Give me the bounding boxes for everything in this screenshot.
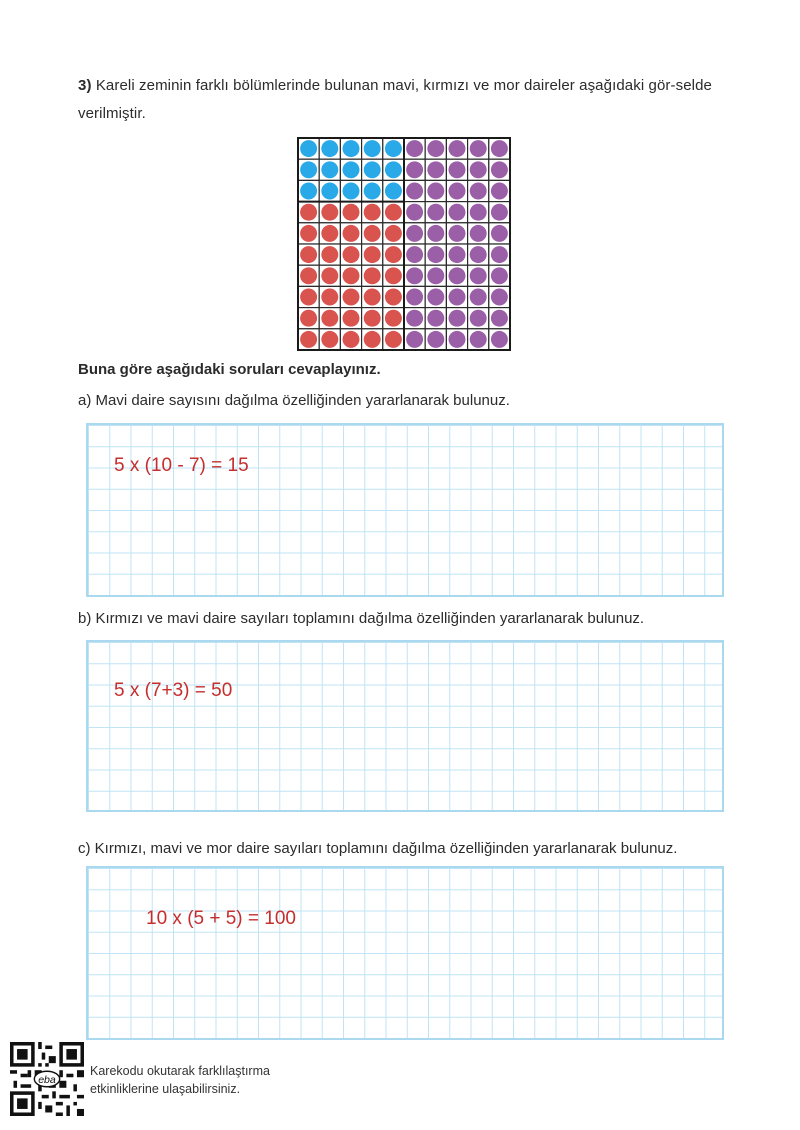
red-dot [343, 267, 360, 284]
red-dot [343, 331, 360, 348]
blue-dot [385, 161, 402, 178]
purple-dot [427, 267, 444, 284]
red-dot [300, 331, 317, 348]
blue-dot [321, 183, 338, 200]
purple-dot [427, 289, 444, 306]
purple-dot [427, 310, 444, 327]
purple-dot [406, 246, 423, 263]
blue-dot [364, 183, 381, 200]
qr-code[interactable] [10, 1042, 84, 1116]
red-dot [321, 204, 338, 221]
purple-dot [491, 204, 508, 221]
red-dot [364, 204, 381, 221]
blue-dot [343, 183, 360, 200]
part-c-prompt: c) Kırmızı, mavi ve mor daire sayıları toplamını dağılma özelliğinden yararlanarak bulunuz. [78, 840, 678, 857]
purple-dot [491, 225, 508, 242]
red-dot [364, 331, 381, 348]
purple-dot [449, 246, 466, 263]
red-dot [321, 331, 338, 348]
red-dot [385, 246, 402, 263]
qr-caption-line-1: Karekodu okutarak farklılaştırma [90, 1064, 270, 1078]
red-dot [385, 267, 402, 284]
purple-dot [449, 331, 466, 348]
part-a-answer-area[interactable] [86, 423, 724, 597]
purple-dot [470, 331, 487, 348]
purple-dot [449, 310, 466, 327]
purple-dot [449, 140, 466, 157]
blue-dot [321, 161, 338, 178]
blue-dot [364, 161, 381, 178]
blue-dot [321, 140, 338, 157]
purple-dot [449, 161, 466, 178]
part-b-answer: 5 x (7+3) = 50 [114, 680, 233, 701]
purple-dot [470, 161, 487, 178]
purple-dot [406, 331, 423, 348]
purple-dot [470, 204, 487, 221]
purple-dot [427, 246, 444, 263]
purple-dot [470, 140, 487, 157]
purple-dot [406, 204, 423, 221]
red-dot [321, 267, 338, 284]
instruction-heading: Buna göre aşağıdaki soruları cevaplayınız. [78, 361, 381, 378]
question-text [78, 72, 738, 128]
purple-dot [449, 204, 466, 221]
red-dot [300, 310, 317, 327]
purple-dot [427, 140, 444, 157]
red-dot [385, 289, 402, 306]
blue-dot [385, 140, 402, 157]
purple-dot [427, 204, 444, 221]
purple-dot [449, 267, 466, 284]
blue-dot [385, 183, 402, 200]
question-body: Kareli zeminin farklı bölümlerinde bulunan mavi, kırmızı ve mor daireler aşağıdaki gör-selde verilmiştir. [78, 77, 712, 122]
purple-dot [406, 225, 423, 242]
purple-dot [470, 246, 487, 263]
part-c-answer: 10 x (5 + 5) = 100 [146, 908, 296, 929]
qr-caption-line-2: etkinliklerine ulaşabilirsiniz. [90, 1082, 241, 1096]
purple-dot [449, 183, 466, 200]
purple-dot [427, 225, 444, 242]
purple-dot [470, 310, 487, 327]
purple-dot [449, 289, 466, 306]
red-dot [321, 246, 338, 263]
purple-dot [406, 140, 423, 157]
part-b-prompt: b) Kırmızı ve mavi daire sayıları toplamını dağılma özelliğinden yararlanarak bulunuz. [78, 610, 645, 627]
blue-dot [364, 140, 381, 157]
question-number: 3) [78, 77, 92, 94]
purple-dot [427, 161, 444, 178]
purple-dot [491, 246, 508, 263]
blue-dot [300, 183, 317, 200]
red-dot [364, 246, 381, 263]
purple-dot [406, 310, 423, 327]
purple-dot [491, 289, 508, 306]
blue-dot [300, 140, 317, 157]
blue-dot [343, 161, 360, 178]
red-dot [364, 289, 381, 306]
red-dot [385, 204, 402, 221]
dot-grid-figure [296, 136, 512, 352]
red-dot [343, 204, 360, 221]
red-dot [300, 246, 317, 263]
red-dot [300, 204, 317, 221]
red-dot [343, 246, 360, 263]
qr-caption [90, 1062, 270, 1098]
purple-dot [406, 289, 423, 306]
purple-dot [449, 225, 466, 242]
purple-dot [491, 310, 508, 327]
purple-dot [491, 183, 508, 200]
blue-dot [343, 140, 360, 157]
part-c-answer-area[interactable] [86, 866, 724, 1040]
purple-dot [491, 331, 508, 348]
red-dot [364, 225, 381, 242]
red-dot [300, 289, 317, 306]
purple-dot [491, 267, 508, 284]
purple-dot [427, 183, 444, 200]
red-dot [321, 289, 338, 306]
red-dot [385, 331, 402, 348]
qr-badge-text: eba [38, 1073, 56, 1086]
red-dot [385, 225, 402, 242]
purple-dot [406, 267, 423, 284]
purple-dot [491, 140, 508, 157]
purple-dot [491, 161, 508, 178]
purple-dot [427, 331, 444, 348]
part-a-answer: 5 x (10 - 7) = 15 [114, 455, 249, 476]
red-dot [364, 267, 381, 284]
purple-dot [470, 267, 487, 284]
blue-dot [300, 161, 317, 178]
red-dot [364, 310, 381, 327]
part-a-prompt: a) Mavi daire sayısını dağılma özelliğinden yararlanarak bulunuz. [78, 392, 510, 409]
purple-dot [470, 289, 487, 306]
part-b-answer-area[interactable] [86, 640, 724, 812]
red-dot [300, 225, 317, 242]
red-dot [321, 225, 338, 242]
red-dot [343, 310, 360, 327]
red-dot [385, 310, 402, 327]
purple-dot [470, 225, 487, 242]
red-dot [343, 289, 360, 306]
purple-dot [406, 161, 423, 178]
red-dot [343, 225, 360, 242]
purple-dot [406, 183, 423, 200]
red-dot [321, 310, 338, 327]
purple-dot [470, 183, 487, 200]
red-dot [300, 267, 317, 284]
